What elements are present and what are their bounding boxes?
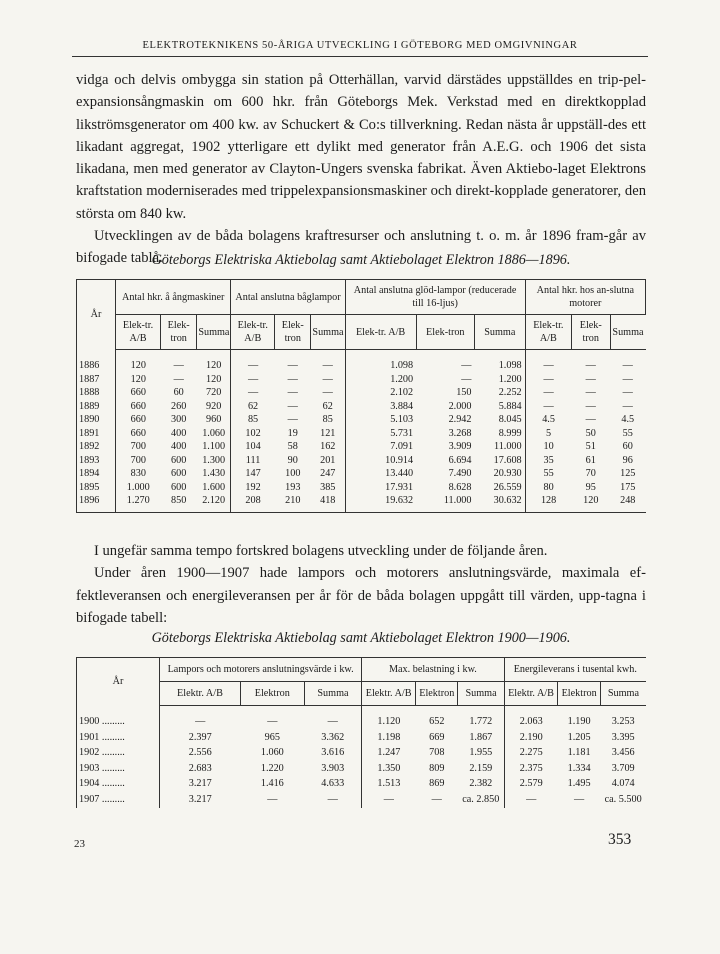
value-cell: 90 <box>287 454 298 466</box>
value-cell: 210 <box>285 495 301 507</box>
sub-header: Elektron <box>240 682 304 706</box>
year-cell: 1907 ......... <box>77 792 160 808</box>
value-cell: 120 <box>130 373 146 385</box>
value-cell: 201 <box>311 454 345 468</box>
year-cell: 1895 <box>77 481 116 495</box>
value-cell: 1.120 <box>377 716 401 727</box>
value-cell: 1.200 <box>474 373 525 387</box>
table-1886-1896 <box>76 279 646 513</box>
value-cell: 2.120 <box>197 494 231 512</box>
value-cell: 5.884 <box>474 400 525 414</box>
value-cell: 208 <box>245 495 261 507</box>
value-cell: — <box>461 360 472 371</box>
value-cell: 700 <box>130 441 146 453</box>
sub-header: Elek-tron <box>416 315 474 350</box>
value-cell: 3.456 <box>611 747 635 759</box>
value-cell: 58 <box>287 441 298 453</box>
value-cell: 400 <box>171 441 187 453</box>
value-cell: 1.181 <box>567 747 591 759</box>
value-cell: 111 <box>245 454 261 466</box>
value-cell: — <box>287 387 298 399</box>
table1-caption: Göteborgs Elektriska Aktiebolag samt Aktiebolaget Elektron 1886—1896. <box>151 252 571 268</box>
value-cell: — <box>543 373 554 385</box>
value-cell: 385 <box>311 481 345 495</box>
value-cell: — <box>585 373 596 385</box>
value-cell: 35 <box>543 454 554 466</box>
value-cell: 2.942 <box>448 414 472 426</box>
value-cell: — <box>585 360 596 371</box>
year-cell: 1903 ......... <box>77 761 160 777</box>
value-cell: 1.098 <box>390 360 414 371</box>
value-cell: 1.060 <box>260 747 284 759</box>
value-cell: 300 <box>171 414 187 426</box>
table-row <box>77 761 647 777</box>
value-cell: — <box>287 360 298 371</box>
value-cell: 3.268 <box>448 427 472 439</box>
value-cell: — <box>311 386 345 400</box>
sub-header: Elek-tron <box>275 315 311 350</box>
value-cell: 1.600 <box>197 481 231 495</box>
value-cell: — <box>585 414 596 426</box>
value-cell: 30.632 <box>474 494 525 512</box>
value-cell: — <box>287 373 298 385</box>
value-cell: 3.909 <box>448 441 472 453</box>
value-cell: 400 <box>171 427 187 439</box>
value-cell: 2.382 <box>458 776 504 792</box>
value-cell: 26.559 <box>474 481 525 495</box>
col-header-year: År <box>77 280 116 350</box>
table-row <box>77 792 647 808</box>
table-row <box>77 481 646 495</box>
year-cell: 1891 <box>77 427 116 441</box>
sub-header: Elektr. A/B <box>504 682 558 706</box>
value-cell: 55 <box>622 427 633 439</box>
value-cell: — <box>173 373 184 385</box>
value-cell: 2.252 <box>474 386 525 400</box>
value-cell: 17.931 <box>385 481 414 493</box>
paragraph: Under åren 1900—1907 hade lampors och motorers anslutningsvärde, maximala ef-fektleveransen och energileveransen per år för de båda bolagen uppgått till värden, upp-tagna i bifogade tabell: <box>76 565 646 626</box>
table-row <box>77 350 646 373</box>
value-cell: 128 <box>540 495 557 507</box>
value-cell: 62 <box>247 400 259 412</box>
value-cell: 1.100 <box>197 440 231 454</box>
value-cell: 20.930 <box>474 467 525 481</box>
value-cell: 600 <box>171 481 187 493</box>
value-cell: 85 <box>311 413 345 427</box>
value-cell: 100 <box>285 468 301 480</box>
value-cell: 809 <box>429 762 445 774</box>
value-cell: — <box>543 387 554 399</box>
value-cell: 418 <box>311 494 345 512</box>
value-cell: 7.091 <box>390 441 414 453</box>
value-cell: 11.000 <box>474 440 525 454</box>
value-cell: 6.694 <box>448 454 472 466</box>
value-cell: 10.914 <box>385 454 414 466</box>
header-rule <box>72 56 648 57</box>
value-cell: 830 <box>130 468 146 480</box>
value-cell: 920 <box>197 400 231 414</box>
value-cell: 247 <box>311 467 345 481</box>
value-cell: 1.300 <box>197 454 231 468</box>
value-cell: 3.884 <box>390 400 414 412</box>
value-cell: — <box>287 400 298 412</box>
value-cell: 96 <box>622 454 633 466</box>
table-row <box>77 427 646 441</box>
value-cell: 55 <box>543 468 554 480</box>
value-cell: 720 <box>197 386 231 400</box>
sub-header: Elektron <box>416 682 458 706</box>
table-row <box>77 706 647 730</box>
value-cell: 120 <box>130 360 146 371</box>
value-cell: 1.198 <box>377 731 401 743</box>
page-number: 353 <box>608 831 632 848</box>
value-cell: 3.217 <box>188 793 212 805</box>
value-cell: 3.709 <box>611 762 635 774</box>
sub-header: Summa <box>458 682 504 706</box>
value-cell: 1.205 <box>567 731 591 743</box>
value-cell: 2.159 <box>458 761 504 777</box>
group-header: Antal anslutna glöd-lampor (reducerade till 16-ljus) <box>345 280 525 315</box>
value-cell: 4.074 <box>611 778 635 790</box>
year-cell: 1902 ......... <box>77 745 160 761</box>
value-cell: 2.556 <box>188 747 212 759</box>
value-cell: 652 <box>429 716 445 727</box>
value-cell: 7.490 <box>448 468 472 480</box>
value-cell: 4.633 <box>304 776 362 792</box>
table-row <box>77 745 647 761</box>
value-cell: ca. 5.500 <box>604 793 642 805</box>
value-cell: — <box>287 414 298 426</box>
value-cell: 2.579 <box>519 778 543 790</box>
value-cell: 2.102 <box>390 387 414 399</box>
value-cell: 700 <box>130 454 146 466</box>
value-cell: 660 <box>130 387 146 399</box>
year-cell: 1892 <box>77 440 116 454</box>
sub-header: Summa <box>600 682 646 706</box>
value-cell: 1.430 <box>197 467 231 481</box>
value-cell: 1.098 <box>474 350 525 373</box>
value-cell: 3.616 <box>304 745 362 761</box>
value-cell: 660 <box>130 400 146 412</box>
group-header: Antal anslutna båglampor <box>231 280 345 315</box>
value-cell: — <box>431 793 442 805</box>
sub-header: Summa <box>311 315 345 350</box>
value-cell: — <box>173 360 184 371</box>
value-cell: 2.375 <box>519 762 543 774</box>
value-cell: 1.270 <box>126 495 150 507</box>
value-cell: — <box>574 793 585 805</box>
value-cell: 5.731 <box>390 427 414 439</box>
group-header: Max. belastning i kw. <box>362 658 504 682</box>
sub-header: Summa <box>610 315 646 350</box>
value-cell: 3.395 <box>611 731 635 743</box>
value-cell: 1.220 <box>260 762 284 774</box>
value-cell: 2.397 <box>188 731 212 743</box>
year-cell: 1888 <box>77 386 116 400</box>
value-cell: 3.253 <box>611 716 635 727</box>
table-row <box>77 413 646 427</box>
value-cell: 51 <box>585 441 596 453</box>
value-cell: 1.495 <box>567 778 591 790</box>
year-cell: 1889 <box>77 400 116 414</box>
table-row <box>77 494 646 512</box>
value-cell: 192 <box>245 481 261 493</box>
table-row <box>77 386 646 400</box>
group-header: Lampors och motorers anslutningsvärde i kw. <box>160 658 362 682</box>
table-row <box>77 467 646 481</box>
value-cell: 120 <box>583 495 599 507</box>
value-cell: — <box>311 373 345 387</box>
value-cell: 102 <box>245 427 261 439</box>
value-cell: — <box>526 793 537 805</box>
value-cell: 708 <box>429 747 445 759</box>
value-cell: 960 <box>197 413 231 427</box>
value-cell: 147 <box>245 468 261 480</box>
value-cell: 175 <box>620 481 636 493</box>
table-row <box>77 776 647 792</box>
value-cell: — <box>622 360 633 371</box>
value-cell: 3.217 <box>188 778 212 790</box>
value-cell: 61 <box>585 454 596 466</box>
value-cell: 17.608 <box>474 454 525 468</box>
value-cell: 85 <box>247 414 259 426</box>
value-cell: 2.683 <box>188 762 212 774</box>
value-cell: — <box>585 387 596 399</box>
paragraph: I ungefär samma tempo fortskred bolagens utveckling under de följande åren. <box>94 543 548 559</box>
value-cell: 11.000 <box>443 495 472 507</box>
running-header: ELEKTROTEKNIKENS 50-ÅRIGA UTVECKLING I GÖTEBORG MED OMGIVNINGAR <box>142 40 578 51</box>
value-cell: 965 <box>264 731 280 743</box>
value-cell: 1.772 <box>458 706 504 730</box>
body-text-middle <box>76 540 646 629</box>
sub-header: Elektr. A/B <box>362 682 416 706</box>
value-cell: 150 <box>456 387 472 399</box>
value-cell: 1.416 <box>260 778 284 790</box>
value-cell: 1.955 <box>458 745 504 761</box>
sub-header: Elek-tr. A/B <box>231 315 275 350</box>
value-cell: — <box>247 373 259 385</box>
value-cell: 2.190 <box>519 731 543 743</box>
value-cell: 8.045 <box>474 413 525 427</box>
year-cell: 1890 <box>77 413 116 427</box>
value-cell: 10 <box>543 441 554 453</box>
year-cell: 1904 ......... <box>77 776 160 792</box>
value-cell: 19 <box>287 427 298 439</box>
value-cell: 1.513 <box>377 778 401 790</box>
year-cell: 1901 ......... <box>77 730 160 746</box>
value-cell: 50 <box>585 427 596 439</box>
sub-header: Elek-tr. A/B <box>116 315 161 350</box>
value-cell: — <box>304 792 362 808</box>
sub-header: Summa <box>197 315 231 350</box>
value-cell: 1.200 <box>390 373 414 385</box>
sub-header: Elek-tr. A/B <box>525 315 571 350</box>
value-cell: 600 <box>171 468 187 480</box>
value-cell: — <box>585 400 596 412</box>
value-cell: — <box>267 793 278 805</box>
year-cell: 1893 <box>77 454 116 468</box>
paragraph: vidga och delvis ombygga sin station på Otterhällan, varvid därstädes uppställdes en trip-pel-expansionsångmaskin om 600 hkr. från Göteborgs Mek. Verkstad med en direktkopplad likströmsgenerator om 400 kw. av Schuckert & Co:s tillverkning. Redan nästa år uppställ-des ett likadant aggregat, 1902 ytterligare ett dylikt med generator från A.E.G. och 1906 det sista likadana, men med generator av Clayton-Ungers svenska fabrikat. Även Aktiebo-laget Elektrons kraftstation moderniserades med trippelexpansionsmaskiner och direkt-kopplade generatorer, den största om 840 kw. <box>76 72 646 222</box>
table-row <box>77 400 646 414</box>
value-cell: 121 <box>311 427 345 441</box>
table2-caption: Göteborgs Elektriska Aktiebolag samt Aktiebolaget Elektron 1900—1906. <box>151 630 571 646</box>
sub-header: Elek-tron <box>161 315 197 350</box>
value-cell: 850 <box>171 495 187 507</box>
value-cell: 660 <box>130 427 146 439</box>
table-row <box>77 730 647 746</box>
value-cell: — <box>247 387 259 399</box>
table-1900-1906 <box>76 657 646 808</box>
col-header-year: År <box>77 658 160 706</box>
value-cell: — <box>304 706 362 730</box>
year-cell: 1900 ......... <box>77 706 160 730</box>
value-cell: — <box>622 400 633 412</box>
value-cell: — <box>461 373 472 385</box>
value-cell: 3.362 <box>304 730 362 746</box>
value-cell: 2.000 <box>448 400 472 412</box>
value-cell: 8.628 <box>448 481 472 493</box>
value-cell: 260 <box>171 400 187 412</box>
value-cell: 1.000 <box>126 481 150 493</box>
year-cell: 1886 <box>77 350 116 373</box>
body-text-top <box>76 69 646 270</box>
sub-header: Elek-tron <box>572 315 610 350</box>
value-cell: 1.060 <box>197 427 231 441</box>
value-cell: 80 <box>543 481 554 493</box>
value-cell: — <box>622 387 633 399</box>
value-cell: 2.063 <box>519 716 543 727</box>
value-cell: ca. 2.850 <box>458 792 504 808</box>
year-cell: 1887 <box>77 373 116 387</box>
value-cell: — <box>383 793 394 805</box>
value-cell: 4.5 <box>621 414 635 426</box>
table-row <box>77 440 646 454</box>
value-cell: 1.867 <box>458 730 504 746</box>
year-cell: 1896 <box>77 494 116 512</box>
value-cell: 120 <box>197 373 231 387</box>
value-cell: 60 <box>173 387 184 399</box>
value-cell: 660 <box>130 414 146 426</box>
value-cell: 193 <box>285 481 301 493</box>
value-cell: — <box>311 350 345 373</box>
value-cell: — <box>247 360 259 371</box>
value-cell: 248 <box>620 495 636 507</box>
value-cell: 600 <box>171 454 187 466</box>
value-cell: 1.190 <box>567 716 591 727</box>
table-row <box>77 454 646 468</box>
value-cell: 8.999 <box>474 427 525 441</box>
value-cell: — <box>195 716 206 727</box>
value-cell: 13.440 <box>385 468 414 480</box>
value-cell: 120 <box>197 350 231 373</box>
sub-header: Elektron <box>558 682 600 706</box>
group-header: Antal hkr. å ångmaskiner <box>116 280 231 315</box>
group-header: Energileverans i tusental kwh. <box>513 664 637 675</box>
value-cell: 62 <box>311 400 345 414</box>
value-cell: 3.903 <box>304 761 362 777</box>
sub-header: Summa <box>304 682 362 706</box>
value-cell: 70 <box>585 468 596 480</box>
value-cell: 5 <box>546 427 552 439</box>
value-cell: 669 <box>429 731 445 743</box>
value-cell: 60 <box>622 441 633 453</box>
value-cell: — <box>267 716 278 727</box>
value-cell: 104 <box>245 441 261 453</box>
signature-mark: 23 <box>74 838 85 850</box>
sub-header: Elektr. A/B <box>160 682 241 706</box>
sub-header: Summa <box>474 315 525 350</box>
sub-header: Elek-tr. A/B <box>345 315 416 350</box>
paragraph: Utvecklingen av de båda bolagens kraftresurser och anslutning t. o. m. år 1896 fram-går av bifogade tablå. <box>76 228 646 267</box>
value-cell: 19.632 <box>385 495 414 507</box>
value-cell: 4.5 <box>542 414 555 426</box>
value-cell: 5.103 <box>390 414 414 426</box>
value-cell: 1.334 <box>567 762 591 774</box>
value-cell: 95 <box>585 481 596 493</box>
value-cell: 162 <box>311 440 345 454</box>
value-cell: 1.247 <box>377 747 401 759</box>
year-cell: 1894 <box>77 467 116 481</box>
group-header: Antal hkr. hos an-slutna motorer <box>525 280 645 315</box>
value-cell: — <box>622 373 633 385</box>
value-cell: 2.275 <box>519 747 543 759</box>
value-cell: 869 <box>429 778 445 790</box>
value-cell: — <box>543 360 554 371</box>
table-row <box>77 373 646 387</box>
value-cell: 1.350 <box>377 762 401 774</box>
value-cell: 125 <box>620 468 636 480</box>
value-cell: — <box>543 400 554 412</box>
